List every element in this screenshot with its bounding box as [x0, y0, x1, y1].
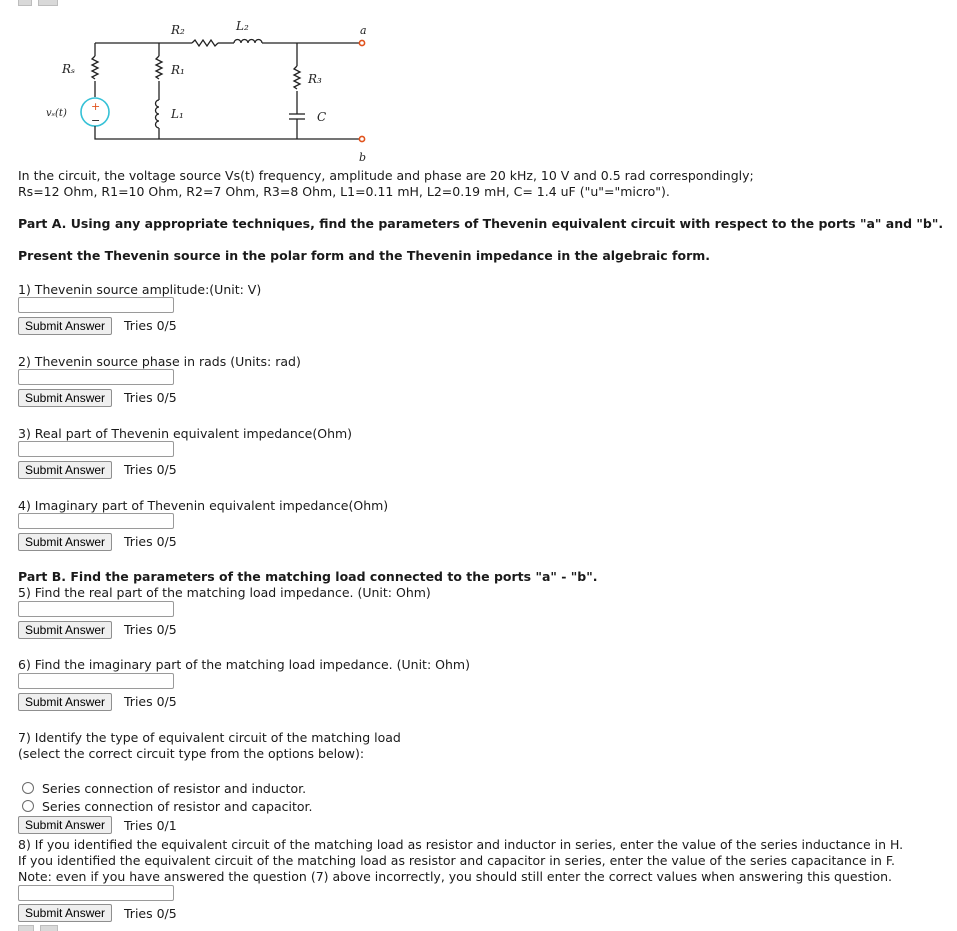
label-r2: R₂ [171, 23, 185, 37]
source-plus-sign: + [91, 100, 101, 113]
q1-answer-input[interactable] [18, 297, 174, 313]
part-a-heading: Part A. Using any appropriate techniques, find the parameters of Thevenin equivalent circuit with respect to the ports "a" and "b". [18, 216, 944, 231]
q8-label-line-1: 8) If you identified the equivalent circuit of the matching load as resistor and inductor in series, enter the value of the series inductance in H. [18, 837, 904, 852]
label-a: a [360, 24, 367, 37]
q3-answer-input[interactable] [18, 441, 174, 457]
q6-tries: Tries 0/5 [124, 694, 177, 709]
q7-label-line-1: 7) Identify the type of equivalent circuit of the matching load [18, 730, 401, 745]
label-r3: R₃ [308, 72, 322, 86]
part-a-subheading: Present the Thevenin source in the polar form and the Thevenin impedance in the algebraic form. [18, 248, 711, 263]
terminal-a [359, 40, 364, 45]
q4-label: 4) Imaginary part of Thevenin equivalent impedance(Ohm) [18, 498, 389, 513]
q1-submit-button[interactable]: Submit Answer [18, 317, 112, 335]
q1-label: 1) Thevenin source amplitude:(Unit: V) [18, 282, 262, 297]
r2-resistor [192, 40, 218, 46]
circuit-diagram [40, 14, 400, 170]
q8-label-line-2: If you identified the equivalent circuit of the matching load as resistor and capacitor in series, enter the value of the series capacitance in F. [18, 853, 896, 868]
q6-answer-input[interactable] [18, 673, 174, 689]
q7-option-2-label[interactable]: Series connection of resistor and capacitor. [42, 799, 313, 814]
q2-submit-button[interactable]: Submit Answer [18, 389, 112, 407]
q8-submit-button[interactable]: Submit Answer [18, 904, 112, 922]
top-stub-right [38, 0, 58, 6]
q5-answer-input[interactable] [18, 601, 174, 617]
label-b: b [359, 151, 367, 164]
q7-option-1-radio[interactable] [22, 782, 34, 794]
label-r1: R₁ [171, 63, 185, 77]
label-c: C [317, 110, 327, 124]
q7-option-2-radio[interactable] [22, 800, 34, 812]
q4-answer-input[interactable] [18, 513, 174, 529]
intro-line-2: Rs=12 Ohm, R1=10 Ohm, R2=7 Ohm, R3=8 Ohm, L1=0.11 mH, L2=0.19 mH, C= 1.4 uF ("u"="micro"). [18, 184, 670, 199]
q2-answer-input[interactable] [18, 369, 174, 385]
q2-label: 2) Thevenin source phase in rads (Units: rad) [18, 354, 301, 369]
label-l2: L₂ [236, 19, 249, 33]
q7-option-1-label[interactable]: Series connection of resistor and inductor. [42, 781, 307, 796]
q6-submit-button[interactable]: Submit Answer [18, 693, 112, 711]
l1-inductor [156, 100, 160, 128]
q8-tries: Tries 0/5 [124, 906, 177, 921]
q5-submit-button[interactable]: Submit Answer [18, 621, 112, 639]
part-b-heading: Part B. Find the parameters of the matching load connected to the ports "a" - "b". [18, 569, 598, 584]
q4-tries: Tries 0/5 [124, 534, 177, 549]
q3-label: 3) Real part of Thevenin equivalent impedance(Ohm) [18, 426, 353, 441]
q1-tries: Tries 0/5 [124, 318, 177, 333]
l2-inductor [234, 40, 262, 43]
left-wire-bottom [95, 126, 362, 139]
terminal-b [359, 136, 364, 141]
r3-resistor [294, 66, 300, 89]
q7-label-line-2: (select the correct circuit type from the options below): [18, 746, 365, 761]
q6-label: 6) Find the imaginary part of the matching load impedance. (Unit: Ohm) [18, 657, 470, 672]
q3-submit-button[interactable]: Submit Answer [18, 461, 112, 479]
bottom-stub-left [18, 925, 34, 931]
intro-line-1: In the circuit, the voltage source Vs(t) frequency, amplitude and phase are 20 kHz, 10 V and 0.5 rad correspondingly; [18, 168, 754, 183]
top-stub-left [18, 0, 32, 6]
label-rs: Rₛ [62, 62, 76, 76]
r1-resistor [156, 56, 162, 79]
label-l1: L₁ [171, 107, 184, 121]
source-minus-sign: − [91, 114, 101, 127]
bottom-stub-right [40, 925, 58, 931]
q4-submit-button[interactable]: Submit Answer [18, 533, 112, 551]
q3-tries: Tries 0/5 [124, 462, 177, 477]
label-vs: vₛ(t) [46, 108, 67, 119]
q7-submit-button[interactable]: Submit Answer [18, 816, 112, 834]
rs-resistor [92, 56, 98, 79]
q8-answer-input[interactable] [18, 885, 174, 901]
q7-tries: Tries 0/1 [124, 818, 177, 833]
q5-label: 5) Find the real part of the matching load impedance. (Unit: Ohm) [18, 585, 431, 600]
q2-tries: Tries 0/5 [124, 390, 177, 405]
q8-label-line-3: Note: even if you have answered the question (7) above incorrectly, you should still enter the correct values when answering this question. [18, 869, 893, 884]
q5-tries: Tries 0/5 [124, 622, 177, 637]
